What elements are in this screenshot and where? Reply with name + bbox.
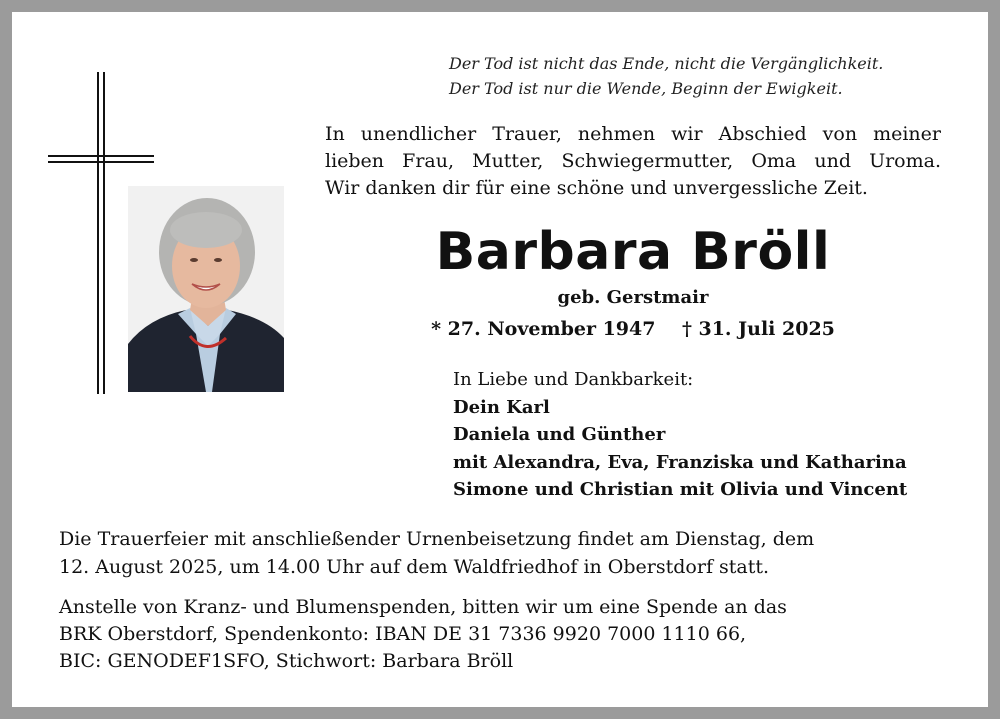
portrait-photo [128, 186, 284, 392]
intro-line: In unendlicher Trauer, nehmen wir Abschied von meiner [325, 123, 941, 145]
death-date: † 31. Juli 2025 [681, 318, 835, 340]
mourner-entry: Simone und Christian mit Olivia und Vincent [453, 479, 908, 500]
donation-line: Anstelle von Kranz- und Blumenspenden, bitten wir um eine Spende an das [59, 596, 787, 618]
maiden-name: geb. Gerstmair [557, 287, 709, 308]
life-dates [325, 315, 941, 343]
funeral-line: Die Trauerfeier mit anschließender Urnenbeisetzung findet am Dienstag, dem [59, 528, 815, 550]
mourners-heading: In Liebe und Dankbarkeit: [453, 369, 694, 390]
deceased-name: Barbara Bröll [435, 222, 831, 282]
motto-line: Der Tod ist nicht das Ende, nicht die Vergänglichkeit. [449, 54, 884, 73]
motto-line: Der Tod ist nur die Wende, Beginn der Ewigkeit. [449, 79, 843, 98]
mourner-entry: Daniela und Günther [453, 424, 666, 445]
funeral-info [59, 525, 959, 581]
intro-text [325, 121, 941, 202]
motto-verse [449, 51, 949, 101]
intro-line: Wir danken dir für eine schöne und unvergessliche Zeit. [325, 177, 868, 199]
mourner-entry: mit Alexandra, Eva, Franziska und Katharina [453, 451, 907, 473]
donation-line: BRK Oberstdorf, Spendenkonto: IBAN DE 31 7336 9920 7000 1110 66, [59, 623, 747, 645]
birth-date: * 27. November 1947 [431, 318, 656, 340]
obituary-notice [12, 12, 988, 707]
mourners-list [453, 366, 973, 504]
intro-line: lieben Frau, Mutter, Schwiegermutter, Oma und Uroma. [325, 150, 941, 172]
funeral-line: 12. August 2025, um 14.00 Uhr auf dem Waldfriedhof in Oberstdorf statt. [59, 556, 770, 578]
mourner-entry: Dein Karl [453, 396, 550, 418]
donation-line: BIC: GENODEF1SFO, Stichwort: Barbara Bröll [59, 650, 514, 672]
donation-info [59, 594, 959, 675]
